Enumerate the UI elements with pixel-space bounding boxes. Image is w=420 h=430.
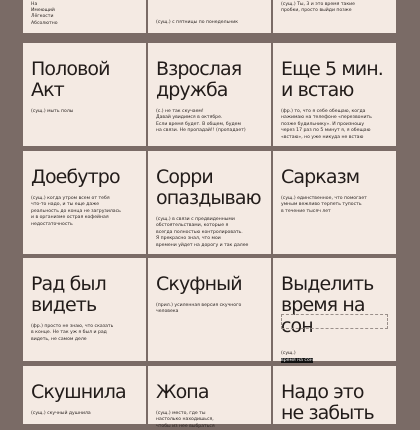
definition-prefix: (сущ.)	[281, 351, 296, 357]
text-selection-box[interactable]	[281, 314, 388, 329]
card-doebutro	[23, 151, 146, 254]
card-definition: (сущ.) в связи с предвиденными обстоятельствами, которые я всегда полностью контролировать. Я прекрасно знал, что мои времени уйдет на дорогу и так далее	[156, 217, 249, 248]
card-definition: (сущ.) когда утром всем от тебя что-то надо, и ты еще даже реальность до конца не загрузилась и в организме острая кофейная недостаточность	[31, 196, 121, 227]
card-definition: (с.) не так скучаем! Давай увидимся в октябре. Если время будет. В общем, будем на связи. Не пропадай!! (пропадает)	[156, 109, 246, 134]
card-title: Скуфный	[156, 273, 242, 295]
card-definition: (сущ.) единственное, что помогает умным вежливо терпеть тупость в течение тысяч лет	[281, 196, 367, 214]
card-definition: (сущ.) скучный душнила	[31, 411, 91, 416]
card-title: Еще 5 мин. и встаю	[281, 58, 383, 101]
card-title: Жопа	[156, 381, 209, 403]
card-definition[interactable]	[281, 345, 388, 364]
card-top-left	[23, 0, 146, 33]
card-title: Скушнила	[31, 381, 126, 403]
card-eshche-5-min	[273, 43, 396, 146]
card-definition: (сущ.) мыть полы	[31, 109, 74, 114]
card-definition: (прил.) усиленная версия скучного человека	[156, 303, 242, 315]
card-definition: (сущ.) Ты, 3 и это время такие пробки, просто выйди позже	[281, 2, 355, 14]
card-definition: (фр.) то, что я себе обещаю, когда нажимаю на телефоне «перезвонить позже будильнику». И произношу через 17 раз по 5 минут я, я обещаю «встаю», но уже никуда не встаю	[281, 109, 372, 140]
card-title: Надо это не забыть	[281, 381, 374, 424]
card-vzroslaya-druzhba	[148, 43, 271, 146]
card-top-middle	[148, 0, 271, 33]
card-zhopa	[148, 366, 271, 429]
card-definition: (фр.) просто не знаю, что сказать в конце. Не так уж я был и рад видеть, не самом деле	[31, 324, 114, 342]
card-title: Половой Акт	[31, 58, 110, 101]
card-nado-eto-ne-zabyt	[273, 366, 396, 424]
card-skufny	[148, 258, 271, 361]
card-sorry-opazdyvayu	[148, 151, 271, 254]
card-title: Рад был видеть	[31, 273, 106, 316]
card-title: Сорри опаздываю	[156, 166, 261, 209]
card-rad-byl-videt	[23, 258, 146, 361]
card-title: Взрослая дружба	[156, 58, 242, 101]
card-definition: (сущ.) место, где ты настолько находишься, чтобы из нее выбраться	[156, 411, 215, 429]
selected-text-highlight[interactable]: время на сон	[281, 357, 313, 363]
card-sarkazm	[273, 151, 396, 254]
card-title: Выделить время на сон	[281, 273, 374, 337]
card-definition: На Имеющий Лёгкости Абсолютно	[31, 2, 58, 26]
card-title: Сарказм	[281, 166, 360, 188]
card-vydelit-vremya	[273, 258, 396, 361]
card-definition: (сущ.) с пятницы по понедельник	[156, 20, 239, 25]
card-skushnila	[23, 366, 146, 424]
card-polovoy-akt	[23, 43, 146, 146]
card-title: Доебутро	[31, 166, 120, 188]
card-top-right	[273, 0, 396, 33]
